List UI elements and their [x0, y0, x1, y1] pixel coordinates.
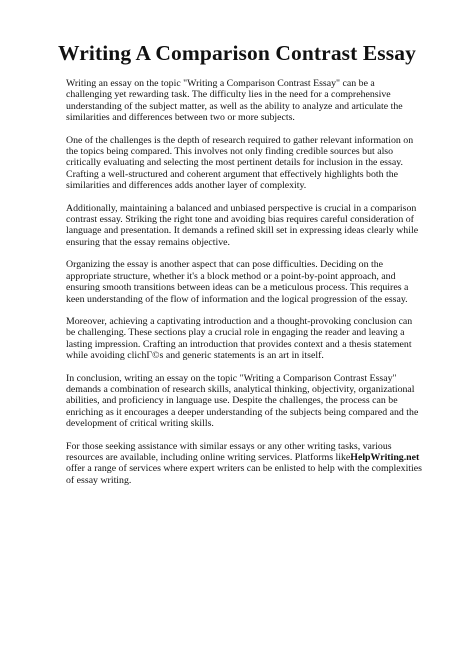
- paragraph-7: [66, 441, 422, 487]
- paragraph-6: In conclusion, writing an essay on the topic "Writing a Comparison Contrast Essay" demands a combination of research skills, analytical thinking, objectivity, organizational abilities, and proficiency in language use. Despite the challenges, the process can be enriching as it encourages a deeper understanding of the subjects being compared and the development of critical writing skills.: [66, 372, 419, 430]
- paragraph-4: Organizing the essay is another aspect that can pose difficulties. Deciding on the appropriate structure, whether it's a block method or a point-by-point approach, and ensuring smooth transitions between ideas can be a meticulous process. This requires a keen understanding of the flow of information and the logical progression of the essay.: [66, 259, 409, 305]
- document-title: Writing A Comparison Contrast Essay: [58, 41, 416, 65]
- paragraph-7-text-before: For those seeking assistance with similar essays or any other writing tasks, various resources are available, including online writing services. Platforms like: [66, 440, 392, 463]
- paragraph-3: Additionally, maintaining a balanced and unbiased perspective is crucial in a comparison contrast essay. Striking the right tone and avoiding bias requires careful consideration of language and presentation. It demands a refined skill set in expressing ideas clearly while ensuring that the essay remains objective.: [66, 202, 419, 248]
- helpwriting-brand-name: HelpWriting.net: [350, 451, 420, 463]
- paragraph-7-text-after: offer a range of services where expert writers can be enlisted to help with the complexities of essay writing.: [66, 463, 422, 486]
- document-body: [66, 78, 422, 497]
- paragraph-2: One of the challenges is the depth of research required to gather relevant information on the topics being compared. This involves not only finding credible sources but also critically evaluating and selecting the most pertinent details for inclusion in the essay. Crafting a well-structured and coherent argument that effectively highlights both the similarities and differences adds another layer of complexity.: [66, 134, 414, 192]
- paragraph-1: Writing an essay on the topic "Writing a Comparison Contrast Essay" can be a challenging yet rewarding task. The difficulty lies in the need for a comprehensive understanding of the subject matter, as well as the ability to analyze and articulate the similarities and differences between two or more subjects.: [66, 78, 403, 124]
- paragraph-5: Moreover, achieving a captivating introduction and a thought-provoking conclusion can be challenging. These sections play a crucial role in engaging the reader and leaving a lasting impression. Crafting an introduction that provides context and a thesis statement while avoiding clichГ©s and generic statements is an art in itself.: [66, 315, 413, 362]
